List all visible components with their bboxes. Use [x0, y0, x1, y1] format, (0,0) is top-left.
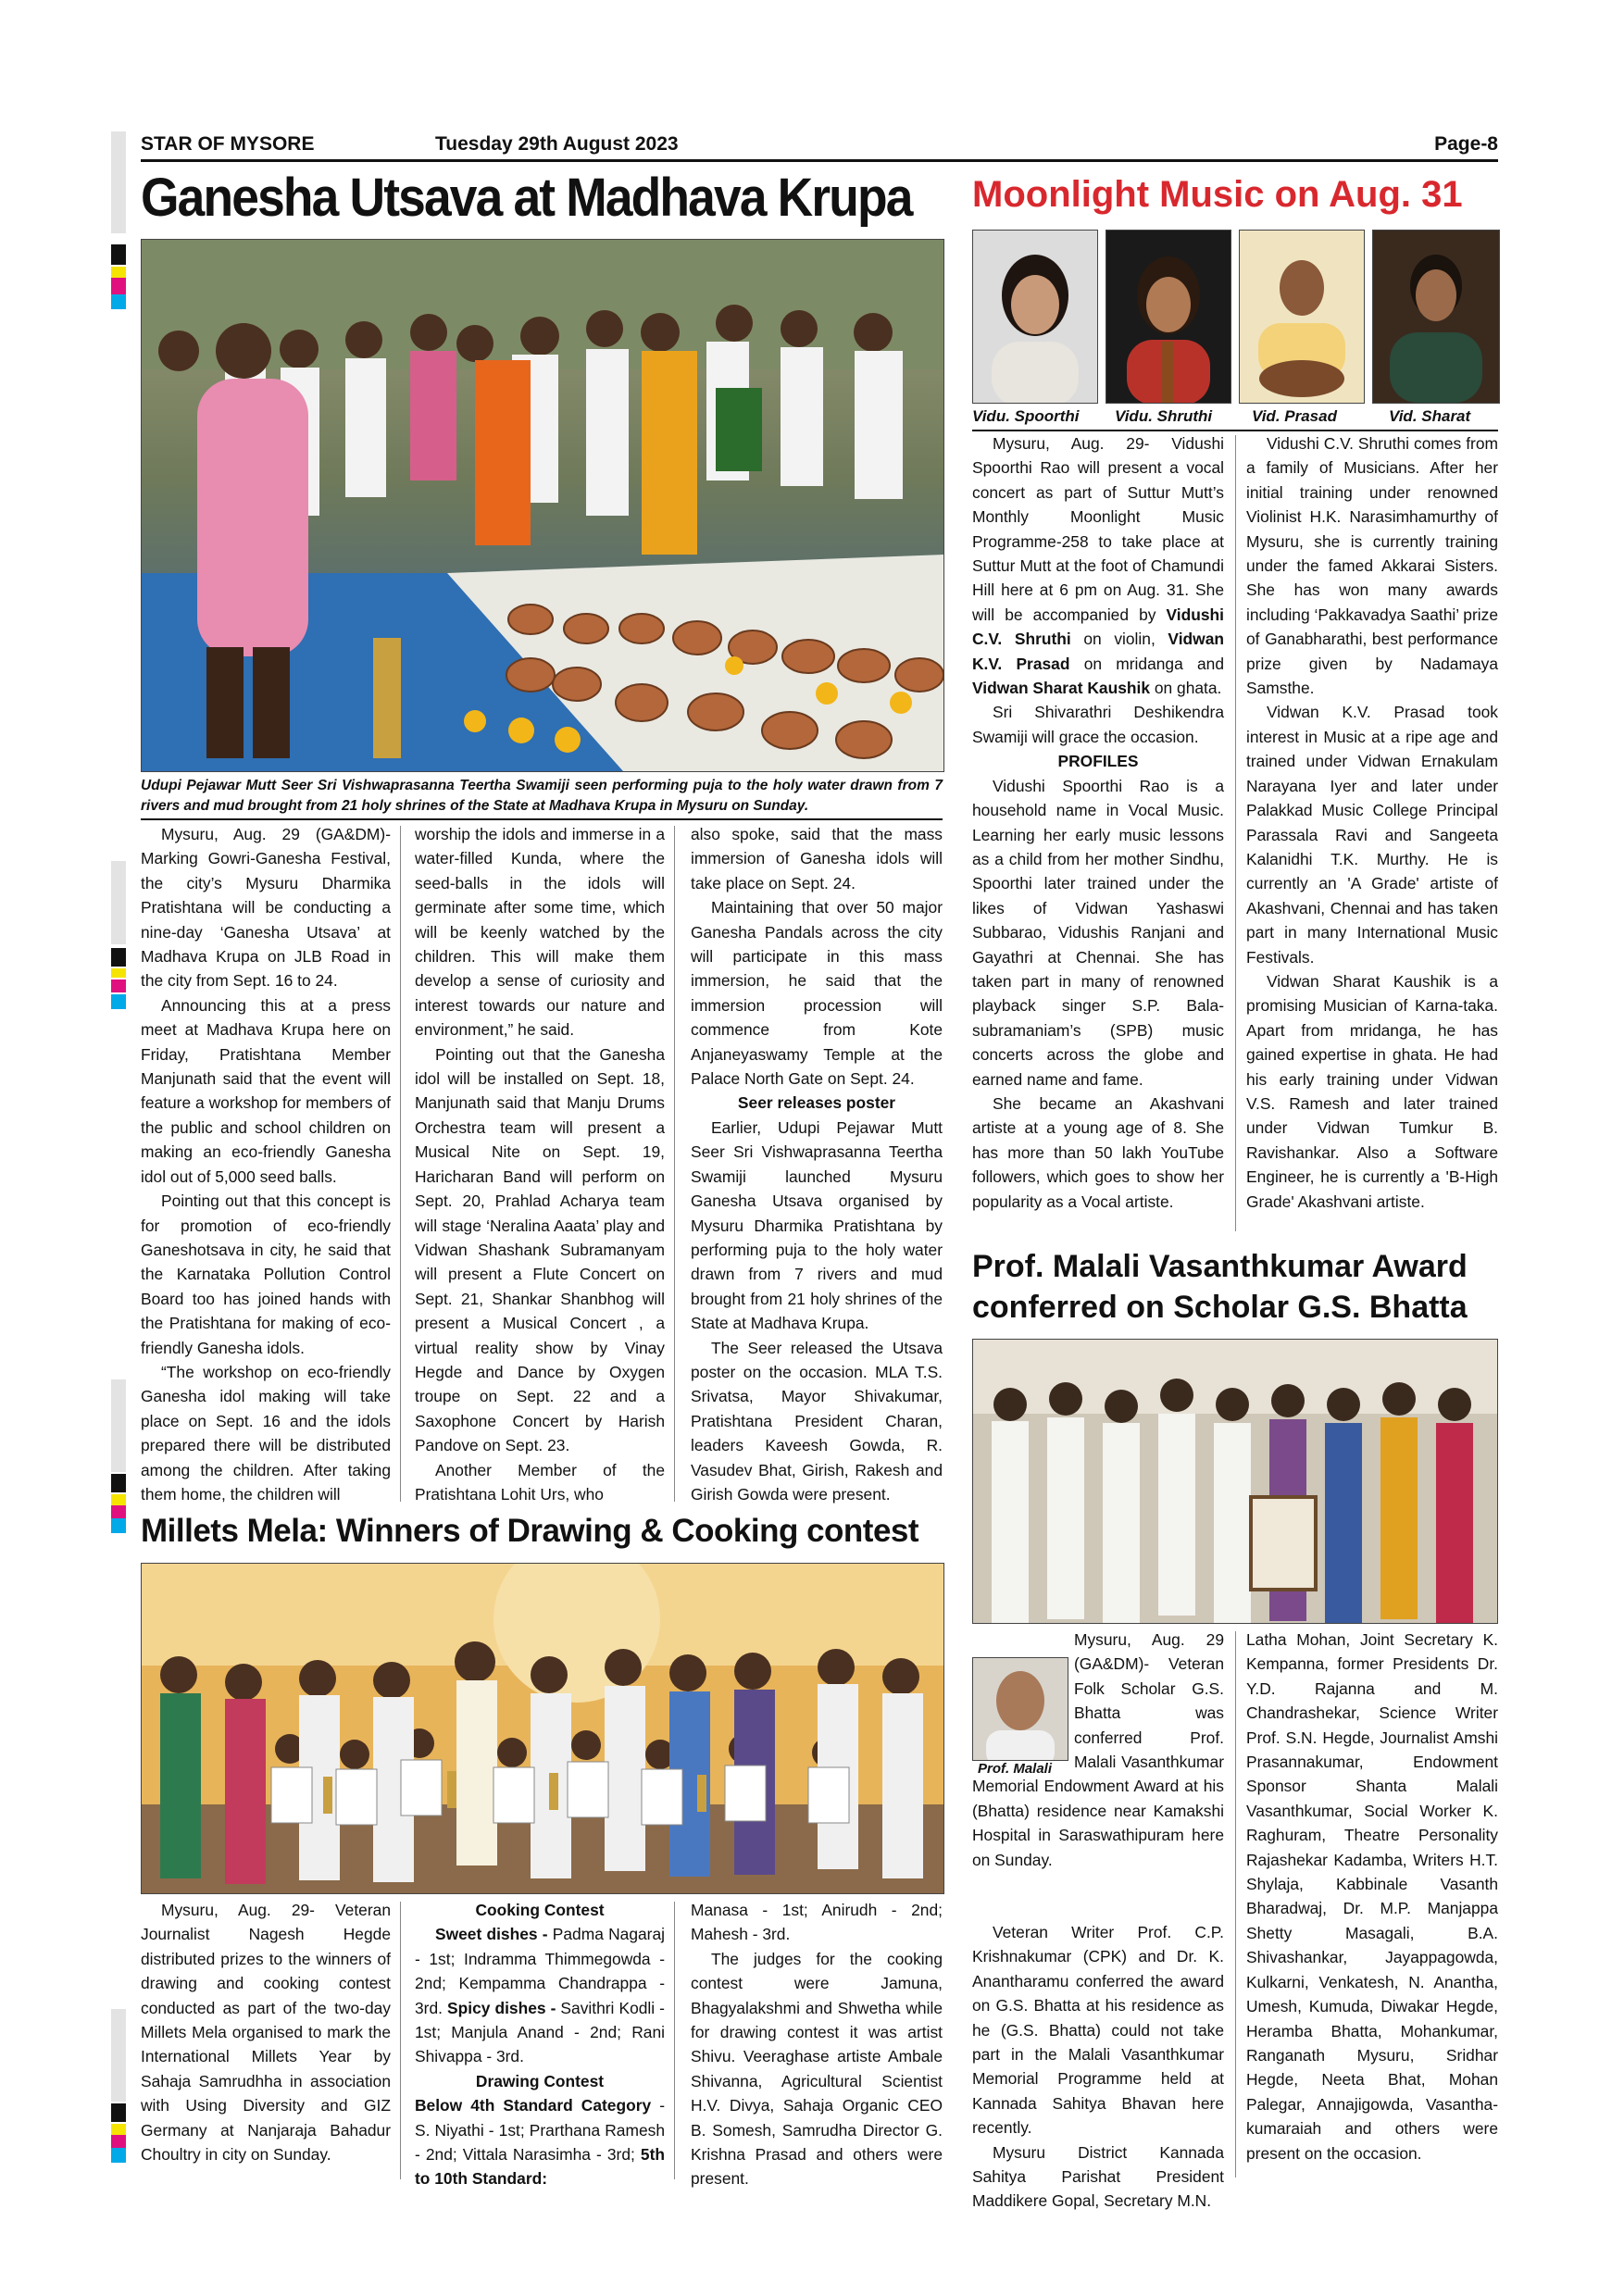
margin-bar-magenta-3: [111, 1505, 126, 1518]
ganesha-subhead: Seer releases poster: [737, 1093, 896, 1113]
column-divider: [674, 826, 675, 1502]
artist-label-spoorthi: Vidu. Spoorthi: [972, 407, 1080, 425]
margin-bar-yellow-3: [111, 1494, 126, 1505]
artist-photo-shruthi: [1106, 230, 1231, 404]
margin-bar-cyan-4: [111, 2148, 126, 2163]
ganesha-para: worship the idols and immerse in a water-filled Kunda, where the seed-balls in the idols will germinate after some time, which will be keenly watched by the children. This will make them develop a sense of curiosity and interest towards our nature and environment,” he said.: [415, 825, 665, 1040]
ganesha-para: Maintaining that over 50 major Ganesha Pandals across the city will participate in this mass immersion, he said that the immersion procession will commence from Kote Anjaneyaswamy Temple at the Palace North Gate on Sept. 24.: [691, 898, 943, 1089]
cooking-contest-head: Cooking Contest: [475, 1901, 605, 1919]
ganesha-column-3: [691, 822, 943, 1506]
portrait-prasad: [1240, 231, 1364, 403]
ganesha-para: Announcing this at a press meet at Madhava Krupa here on Friday, Pratishtana Member Manjunath said that the event will feature a workshop for members of the public and school children on making an eco-friendly Ganesha idol out of 5,000 seed balls.: [141, 995, 391, 1186]
column-divider: [400, 826, 401, 1502]
headline-malali: [972, 1246, 1500, 1328]
sweet-dishes-label: Sweet dishes -: [435, 1925, 548, 1944]
millets-column-2: [415, 1898, 665, 2191]
headline-malali-line2: conferred on Scholar G.S. Bhatta: [972, 1290, 1468, 1325]
headline-millets: Millets Mela: Winners of Drawing & Cooking contest: [141, 1513, 919, 1549]
ganesha-column-2: [415, 822, 665, 1506]
below-4th-head: Below 4th Standard Category: [415, 2096, 652, 2115]
column-divider: [1235, 435, 1236, 1231]
ganesha-column-1: [141, 822, 391, 1506]
ganesha-para: “The workshop on eco-friendly Ganesha idol making will take place on Sept. 16 and the idols prepared there will be distributed among the children. After taking them home, the children will: [141, 1362, 391, 1504]
margin-bar-black-2: [111, 948, 126, 967]
artist-photo-spoorthi: [972, 230, 1098, 404]
margin-bar-black-4: [111, 2103, 126, 2122]
malali-para: Latha Mohan, Joint Secretary K. Kempanna, former Presidents Dr. Y.D. Rajanna and M. Chandrashekar, Science Writer Prof. S.N. Hegde, Journalist Amshi Prasannakumar, Endowment Sponsor Shanta Malali Vasanthkumar, Social Worker K. Raghuram, Theatre Personality Rajashekar Kadamba, Writers H.T. Shylaja, Kabbinale Vasanth Bharadwaj, Dr. M.P. Manjappa Shetty Masagali, B.A. Shivashankar, Jayappagowda, Kulkarni, Venkatesh, N. Anantha, Umesh, Kumuda, Diwakar Hegde, Heramba Bhatta, Mohankumar, Ranganath Mysuru, Sridhar Hegde, Neeta Bhat, Mohan Palegar, Annajigowda, Vasantha-kumaraiah and others were present on the occasion.: [1246, 1630, 1498, 2163]
margin-bar-magenta: [111, 278, 126, 294]
malali-para: Mysuru District Kannada Sahitya Parishat President Maddikere Gopal, Secretary M.N.: [972, 2142, 1224, 2211]
portrait-sharat: [1373, 231, 1499, 403]
paper-name: STAR OF MYSORE: [141, 133, 315, 155]
ganesha-para: Earlier, Udupi Pejawar Mutt Seer Sri Vishwaprasanna Teertha Swamiji launched Mysuru Ganesha Utsava organised by Mysuru Dharmika Pratishtana by performing puja to the holy water drawn from 7 rivers and mud brought from 21 holy shrines of the State at Madhava Krupa.: [691, 1117, 943, 1333]
margin-bar-black: [111, 244, 126, 265]
inset-float: [972, 1628, 1074, 1765]
column-divider: [674, 1902, 675, 2179]
artist-photo-sharat: [1372, 230, 1500, 404]
moonlight-intro-para: Mysuru, Aug. 29- Vidushi Spoorthi Rao will present a vocal concert as part of Suttur Mutt’s Monthly Moonlight Music Programme-258 to take place at Suttur Mutt at the foot of Chamundi Hill here at 6 pm on Aug. 31. She will be accompanied by Vidushi C.V. Shruthi on violin, Vidwan K.V. Prasad on mridanga and Vidwan Sharat Kaushik on ghata.: [972, 434, 1225, 698]
column-divider: [1235, 1631, 1236, 2177]
ganesha-para: The Seer released the Utsava poster on the occasion. MLA T.S. Srivatsa, Mayor Shivakumar, Pratishtana President Charan, leaders Kaveesh Gowda, R. Vasudev Bhat, Girish, Rakesh and Girish Gowda were present.: [691, 1338, 943, 1504]
millets-winners-photo: [141, 1563, 944, 1894]
drawing-contest-head: Drawing Contest: [475, 2071, 605, 2090]
inset-label: Prof. Malali: [978, 1761, 1053, 1777]
moonlight-para: She became an Akashvani artiste at a young age of 8. She has more than 50 lakh YouTube followers, which goes to show her popularity as a Vocal artiste.: [972, 1093, 1224, 1211]
profiles-head: PROFILES: [1057, 752, 1139, 771]
moonlight-para: Vidushi C.V. Shruthi comes from a family of Musicians. After her initial training under renowned Violinist H.K. Narasimhamurthy of Mysuru, she is currently training under the famed Akkarai Sisters. She has won many awards including ‘Pakkavadya Saathi’ prize of Ganabharathi, best performance prize given by Nadamaya Samsthe.: [1246, 434, 1498, 698]
ganesha-para: Pointing out that this concept is for promotion of eco-friendly Ganeshotsava in city, he said that the Karnataka Pollution Control Board too has joined hands with the Pratishtana for making of eco-friendly Ganesha idols.: [141, 1192, 391, 1357]
malali-para: Veteran Writer Prof. C.P. Krishnakumar (CPK) and Dr. K. Anantharamu conferred the award on G.S. Bhatta at his residence as he (G.S. Bhatta) could not take part in the Malali Vasanthkumar Memorial Programme held at Kannada Sahitya Bhavan here recently.: [972, 1923, 1224, 2138]
ganesha-para: Pointing out that the Ganesha idol will be installed on Sept. 18, Manjunath said that Manju Drums Orchestra team will present a Musical Nite on Sept. 19, Haricharan Band will perform on Sept. 20, Prahlad Acharya team will stage ‘Neralina Aaata’ play and Vidwan Shashank Subramanyam will present a Flute Concert on Sept. 21, Shankar Shanbhog will present a Musical Concert , a virtual reality show by Vinay Hegde and Dance by Oxygen troupe on Sept. 22 and a Saxophone Concert by Harish Pandove on Sept. 23.: [415, 1044, 665, 1455]
artist-label-prasad: Vid. Prasad: [1252, 407, 1337, 425]
portrait-spoorthi: [973, 231, 1097, 403]
portrait-shruthi: [1106, 231, 1230, 403]
sweet-dishes-para: [415, 1922, 665, 2068]
malali-column-2: [1246, 1628, 1498, 2165]
moonlight-para: Vidushi Spoorthi Rao is a household name in Vocal Music. Learning her early music lessons as a child from her mother Sindhu, Spoorthi later trained under the likes of Vidwan Yashaswi Subbarao, Vidushis Ranjani and Gayathri at Chennai. She has taken part in many of renowned playback singer S.P. Bala-subramaniam’s (SPB) music concerts across the globe and earned name and fame.: [972, 776, 1224, 1089]
spicy-dishes-label: Spicy dishes -: [447, 1998, 556, 2017]
headline-malali-line1: Prof. Malali Vasanthkumar Award: [972, 1249, 1468, 1284]
margin-bar-yellow-4: [111, 2124, 126, 2135]
millets-para: The judges for the cooking contest were Jamuna, Bhagyalakshmi and Shwetha while for drawing contest it was artist Shivu. Veeraghase artiste Ambale Shivanna, Agricultural Scientist H.V. Divya, Sahaja Organic CEO B. Somesh, Samrudha Director G. Krishna Prasad and others were present.: [691, 1949, 943, 2189]
millets-column-1: [141, 1898, 391, 2166]
millets-para: Manasa - 1st; Anirudh - 2nd; Mahesh - 3rd.: [691, 1901, 943, 1944]
malali-column-1: [972, 1920, 1224, 2214]
margin-bar-grey-mid: [111, 861, 126, 944]
ganesha-para: Another Member of the Pratishtana Lohit Urs, who: [415, 1460, 665, 1504]
artist-label-sharat: Vid. Sharat: [1389, 407, 1471, 425]
headline-ganesha: Ganesha Utsava at Madhava Krupa: [141, 168, 912, 228]
fifth-to-tenth-label: 5th to 10th Standard:: [415, 2145, 665, 2189]
ganesha-puja-illustration: [142, 240, 943, 771]
artist-photo-prasad: [1239, 230, 1365, 404]
ganesha-puja-photo: [141, 239, 944, 772]
moonlight-column-2: [1246, 431, 1498, 1214]
caption-underline: [141, 818, 943, 820]
margin-bar-grey-4: [111, 2009, 126, 2102]
margin-bar-magenta-4: [111, 2135, 126, 2148]
ganesha-photo-caption: Udupi Pejawar Mutt Seer Sri Vishwaprasanna Teertha Swamiji seen performing puja to the holy water drawn from 7 rivers and mud brought from 21 holy shrines of the State at Madhava Krupa in Mysuru on Sunday.: [141, 778, 943, 814]
column-divider: [400, 1902, 401, 2179]
award-group-illustration: [973, 1340, 1497, 1623]
margin-bar-magenta-2: [111, 980, 126, 992]
drawing-results-para: [415, 2093, 665, 2191]
spicy-dishes-text: Savithri Kodli - 1st; Manjula Anand - 2nd; Rani Shivappa - 3rd.: [415, 1998, 665, 2066]
malali-award-photo: [972, 1339, 1498, 1624]
page-header: [141, 131, 1498, 162]
margin-bar-cyan-3: [111, 1518, 126, 1533]
malali-column-1-top: [972, 1628, 1224, 1905]
millets-column-3: [691, 1898, 943, 2191]
margin-bar-yellow-2: [111, 968, 126, 978]
artist-label-shruthi: Vidu. Shruthi: [1115, 407, 1213, 425]
margin-bar-black-3: [111, 1474, 126, 1492]
headline-moonlight: Moonlight Music on Aug. 31: [972, 174, 1463, 215]
moonlight-para: Vidwan K.V. Prasad took interest in Music at a ripe age and trained under Vidwan Ernakulam Narayana Iyer and later under Palakkad Music College Principal Parassala Ravi and Sangeeta Kalanidhi T.K. Murthy. He is currently an 'A Grade' artiste of Akashvani, Chennai and has taken part in many International Music Festivals.: [1246, 703, 1498, 967]
ganesha-para: also spoke, said that the mass immersion of Ganesha idols will take place on Sept. 24.: [691, 825, 943, 892]
moonlight-para: Vidwan Sharat Kaushik is a promising Musician of Karna-taka. Apart from mridanga, he has gained expertise in ghata. He had his early training under Vidwan V.S. Ramesh and later trained under Vidwan Tumkur B. Ravishankar. Also a Software Engineer, he is currently a 'B-High Grade' Akashvani artiste.: [1246, 971, 1498, 1211]
moonlight-column-1: [972, 431, 1224, 1214]
issue-date: Tuesday 29th August 2023: [435, 133, 679, 155]
sweet-dishes-text: Padma Nagaraj - 1st; Indramma Thimmegowda - 2nd; Kempamma Chandrappa - 3rd.: [415, 1925, 666, 2017]
margin-bar-grey-3: [111, 1379, 126, 1472]
margin-bar-grey-top: [111, 131, 126, 233]
margin-bar-cyan-2: [111, 994, 126, 1009]
millets-group-illustration: [142, 1564, 943, 1893]
moonlight-para: Sri Shivarathri Deshikendra Swamiji will grace the occasion.: [972, 703, 1224, 746]
ganesha-para: Mysuru, Aug. 29 (GA&DM)- Marking Gowri-Ganesha Festival, the city’s Mysuru Dharmika Pratishtana will be conducting a nine-day ‘Ganesha Utsava’ at Madhava Krupa on JLB Road in the city from Sept. 16 to 24.: [141, 825, 391, 991]
malali-para: Mysuru, Aug. 29 (GA&DM)- Veteran Folk Scholar G.S. Bhatta was conferred Prof. Malali Vasanthkumar Memorial Endowment Award at his (Bhatta) residence near Kamakshi Hospital in Saraswathipuram here on Sunday.: [972, 1630, 1224, 1869]
millets-para: Mysuru, Aug. 29- Veteran Journalist Nagesh Hegde distributed prizes to the winners of drawing and cooking contest conducted as part of the two-day Millets Mela organised to mark the International Millets Year by Sahaja Samrudhha in association with Using Diversity and GIZ Germany at Nanjaraja Bahadur Choultry in city on Sunday.: [141, 1901, 391, 2165]
margin-bar-cyan: [111, 294, 126, 309]
page-number: Page-8: [1434, 133, 1498, 155]
below-4th-text: - S. Niyathi - 1st; Prarthana Ramesh - 2nd; Vittala Narasimha - 3rd;: [415, 2096, 666, 2165]
